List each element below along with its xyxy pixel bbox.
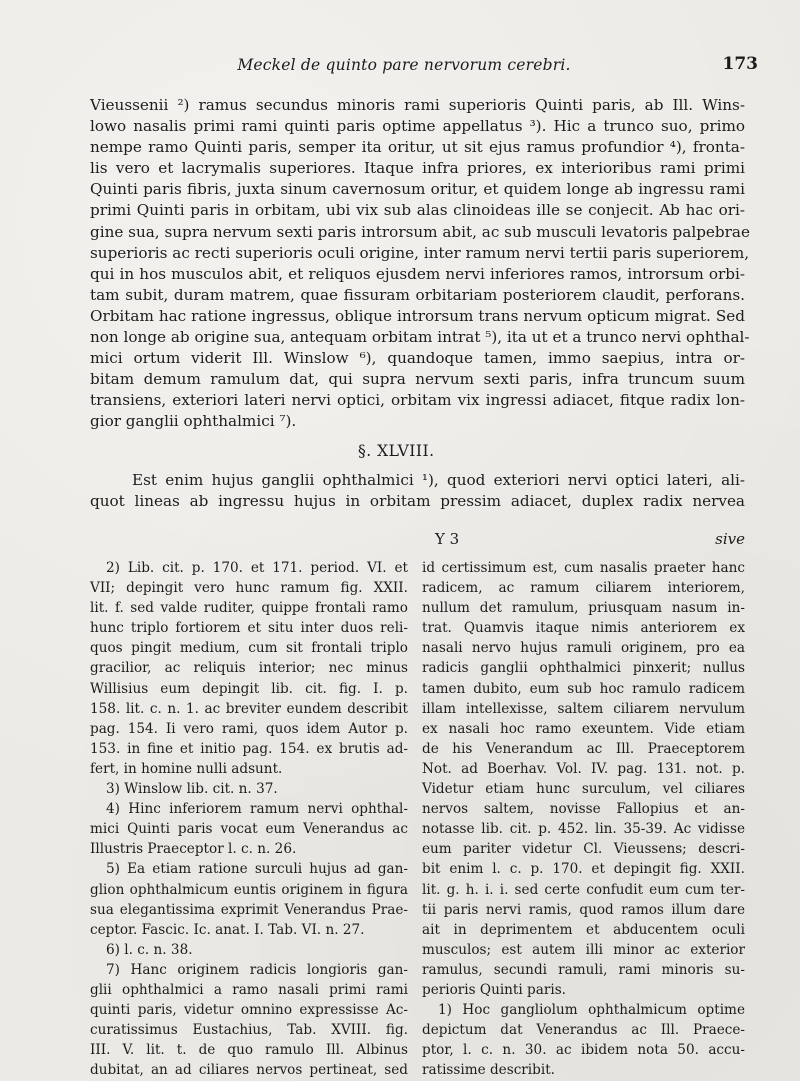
footnote-line: Illustris Praeceptor l. c. n. 26. [90, 841, 297, 858]
text-line: quot lineas ab ingressu hujus in orbitam pressim adiacet, duplex radix nervea [90, 491, 745, 510]
text-line: gine sua, supra nervum sexti paris introrsum abit, ac sub musculi levatoris palpebrae [90, 222, 750, 241]
signature-mark: Y 3 [435, 530, 460, 548]
footnote-line: 7) Hanc originem radicis longioris gan- [106, 961, 408, 978]
text-line: nempe ramo Quinti paris, semper ita oritur, ut sit ejus ramus profundior ⁴), fronta- [90, 138, 745, 157]
footnote-line: glii ophthalmici a ramo nasali primi rami [90, 981, 408, 998]
text-line: lowo nasalis primi rami quinti paris optime appellatus ³). Hic a trunco suo, primo [90, 117, 745, 136]
text-line: mici ortum viderit Ill. Winslow ⁶), quandoque tamen, immo saepius, intra or- [90, 349, 745, 368]
footnote-line: pag. 154. Ii vero rami, quos idem Autor p. [90, 720, 408, 737]
footnote-line: 6) l. c. n. 38. [106, 941, 193, 958]
page-number: 173 [722, 54, 758, 74]
footnote-line: ramulus, secundi ramuli, rami minoris su- [422, 961, 745, 978]
footnote-line: 153. in fine et initio pag. 154. ex brutis ad- [90, 740, 408, 757]
text-line: bitam demum ramulum dat, qui supra nervum sexti paris, infra truncum suum [90, 370, 745, 389]
footnote-line: ceptor. Fascic. Ic. anat. I. Tab. VI. n. 27. [90, 921, 365, 938]
footnote-line: Not. ad Boerhav. Vol. IV. pag. 131. not. p. [422, 760, 745, 777]
text-line: lis vero et lacrymalis superiores. Itaque infra priores, ex interioribus rami primi [90, 159, 745, 178]
footnote-line: hunc triplo fortiorem et situ inter duos reli- [90, 620, 408, 637]
footnote-line: Willisius eum depingit lib. cit. fig. I. p. [90, 680, 408, 697]
footnote-line: 3) Winslow lib. cit. n. 37. [106, 781, 278, 798]
footnote-line: nasali nervo hujus ramuli originem, pro ea [422, 640, 745, 657]
running-title: Meckel de quinto pare nervorum cerebri. [237, 56, 571, 74]
footnote-line: nervos saltem, novisse Fallopius et an- [422, 801, 745, 818]
footnote-line: radicis ganglii ophthalmici pinxerit; nullus [422, 660, 745, 677]
text-line: qui in hos musculos abit, et reliquos ejusdem nervi inferiores ramos, introrsum orbi- [90, 264, 745, 283]
footnote-line: ratissime describit. [422, 1062, 555, 1079]
footnote-line: mici Quinti paris vocat eum Venerandus ac [90, 821, 408, 838]
footnote-line: gracilior, ac reliquis interior; nec minus [90, 660, 408, 677]
footnotes-left-column [90, 558, 408, 1080]
footnote-line: tamen dubito, eum sub hoc ramulo radicem [422, 680, 745, 697]
text-line: transiens, exteriori lateri nervi optici, orbitam vix ingressi adiacet, fitque radix lon- [90, 391, 745, 410]
footnote-line: lit. f. sed valde ruditer, quippe frontali ramo [90, 600, 408, 617]
footnote-line: ptor, l. c. n. 30. ac ibidem nota 50. accu- [422, 1042, 745, 1059]
footnote-line: nullum det ramulum, priusquam nasum in- [422, 600, 745, 617]
footnote-line: radicem, ac ramum ciliarem interiorem, [422, 580, 745, 597]
footnote-line: de his Venerandum ac Ill. Praeceptorem [422, 740, 745, 757]
footnote-line: fert, in homine nulli adsunt. [90, 760, 283, 777]
catchword: sive [715, 530, 745, 548]
text-line: Quinti paris fibris, juxta sinum cavernosum oritur, et quidem longe ab ingressu rami [90, 180, 745, 199]
footnote-line: quos pingit medium, cum sit frontali triplo [90, 640, 408, 657]
footnote-line: lit. g. h. i. i. sed certe confudit eum cum ter- [422, 881, 745, 898]
catch-line [90, 530, 745, 550]
footnotes-right-column [422, 558, 745, 1080]
footnote-line: 5) Ea etiam ratione surculi hujus ad gan- [106, 861, 408, 878]
running-head [90, 56, 758, 80]
footnote-line: ex nasali hoc ramo exeuntem. Vide etiam [422, 720, 745, 737]
main-text [90, 95, 750, 512]
footnote-line: 1) Hoc gangliolum ophthalmicum optime [438, 1002, 745, 1019]
footnote-line: depictum dat Venerandus ac Ill. Praece- [422, 1022, 745, 1039]
footnote-line: illam intellexisse, saltem ciliarem nervulum [422, 700, 745, 717]
footnote-line: bit enim l. c. p. 170. et depingit fig. XXII. [422, 861, 745, 878]
section-heading: §. XLVIII. [358, 441, 435, 460]
text-line: gior ganglii ophthalmici ⁷). [90, 412, 297, 431]
footnote-line: 2) Lib. cit. p. 170. et 171. period. VI. et [106, 560, 408, 576]
text-line: tam subit, duram matrem, quae fissuram orbitariam posteriorem claudit, perforans. [90, 285, 745, 304]
text-line: Vieussenii ²) ramus secundus minoris rami superioris Quinti paris, ab Ill. Wins- [90, 96, 745, 114]
footnote-line: perioris Quinti paris. [422, 981, 567, 998]
paragraph-1 [90, 95, 750, 433]
paragraph-2 [90, 470, 745, 512]
footnote-line: id certissimum est, cum nasalis praeter hanc [422, 560, 745, 576]
text-line: Orbitam hac ratione ingressus, oblique introrsum trans nervum opticum migrat. Sed [90, 306, 745, 325]
footnote-line: Videtur etiam hunc surculum, vel ciliares [422, 781, 745, 798]
footnote-line: glion ophthalmicum euntis originem in figura [90, 881, 408, 898]
text-line: primi Quinti paris in orbitam, ubi vix sub alas clinoideas ille se conjecit. Ab hac ori- [90, 201, 745, 220]
footnote-line: quinti paris, videtur omnino expressisse Ac- [90, 1002, 408, 1019]
footnote-line: tii paris nervi ramis, quod ramos illum dare [422, 901, 745, 918]
footnote-line: notasse lib. cit. p. 452. lin. 35-39. Ac vidisse [422, 821, 745, 838]
footnote-line: dubitat, an ad ciliares nervos pertineat, sed [90, 1062, 408, 1079]
text-line: non longe ab origine sua, antequam orbitam intrat ⁵), ita ut et a trunco nervi ophthal- [90, 328, 750, 347]
footnote-line: musculos; est autem illi minor ac exterior [422, 941, 745, 958]
footnote-line: sua elegantissima exprimit Venerandus Prae- [90, 901, 408, 918]
footnote-line: III. V. lit. t. de quo ramulo Ill. Albinus [90, 1042, 408, 1059]
footnote-line: VII; depingit vero hunc ramum fig. XXII. [90, 580, 408, 597]
footnote-line: curatissimus Eustachius, Tab. XVIII. fig. [90, 1022, 408, 1039]
text-line: superioris ac recti superioris oculi origine, inter ramum nervi tertii paris superiorem, [90, 243, 750, 262]
footnote-line: eum pariter videtur Cl. Vieussens; descri- [422, 841, 745, 858]
text-line: Est enim hujus ganglii ophthalmici ¹), quod exteriori nervi optici lateri, ali- [132, 470, 745, 489]
footnote-line: 4) Hinc inferiorem ramum nervi ophthal- [106, 801, 408, 818]
footnote-line: trat. Quamvis itaque nimis anteriorem ex [422, 620, 745, 637]
footnote-line: 158. lit. c. n. 1. ac breviter eundem describit [90, 700, 408, 717]
footnote-line: ait in deprimentem et abducentem oculi [422, 921, 745, 938]
